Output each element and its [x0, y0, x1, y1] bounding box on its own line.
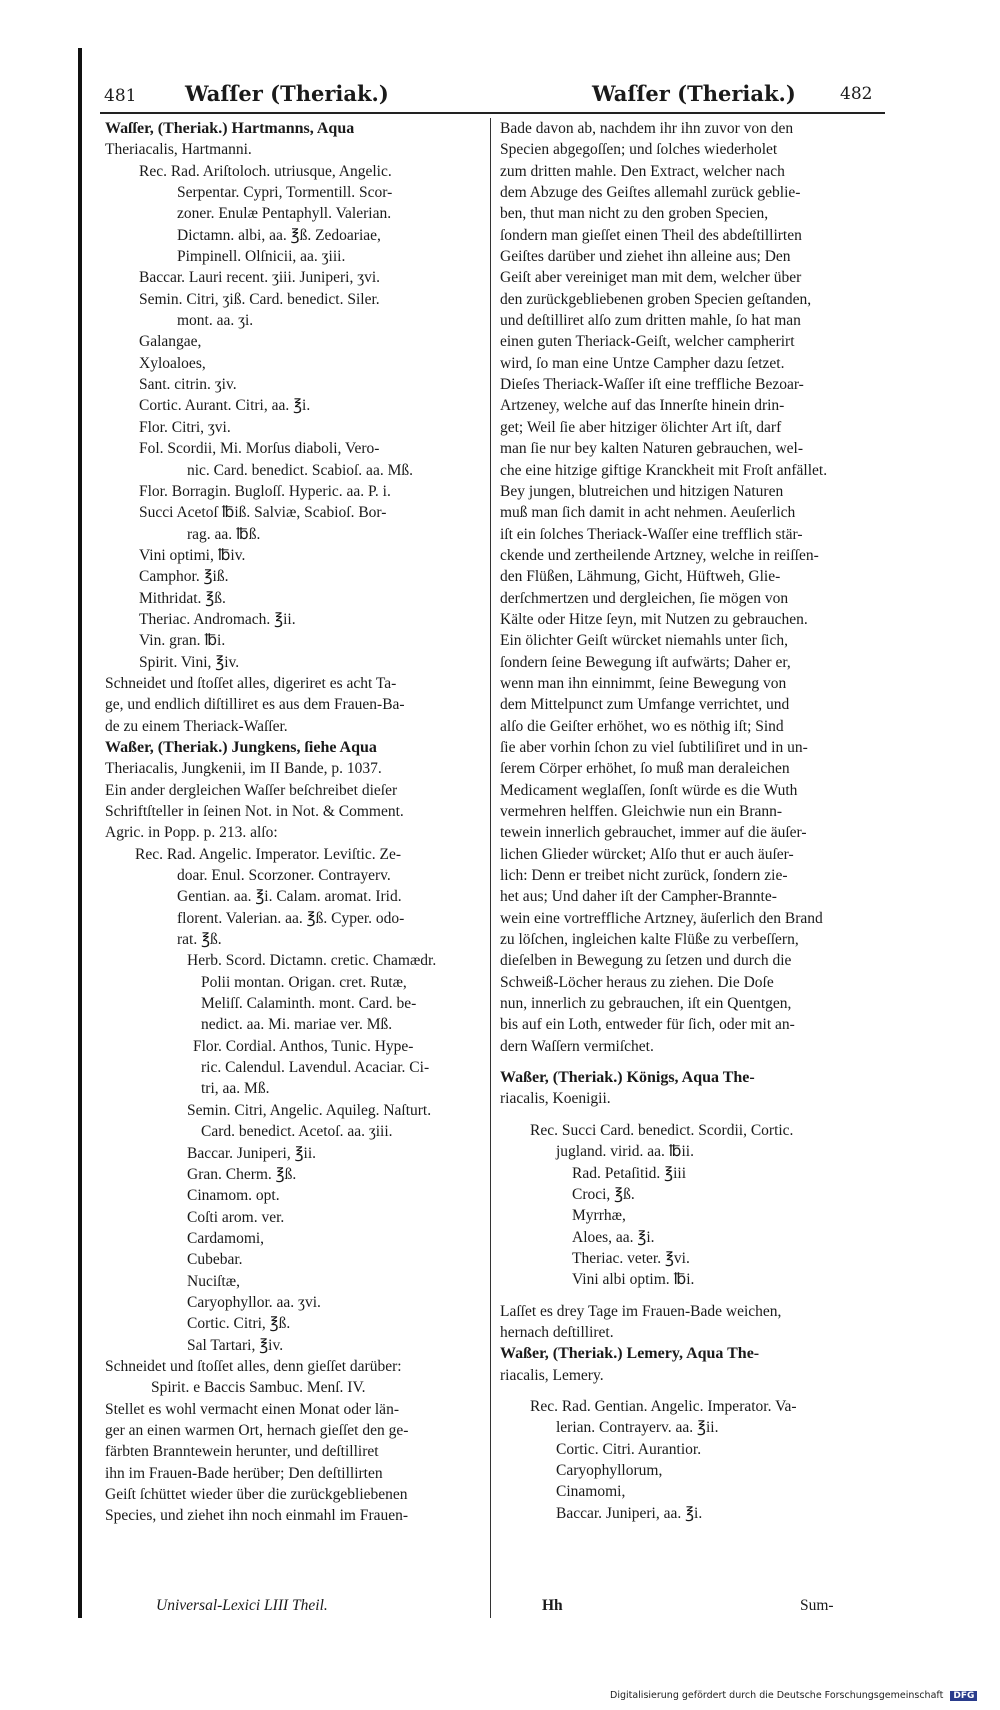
right-column-text-line: dem Abzuge des Geiſtes allemahl zurück geblie-	[500, 184, 801, 202]
left-column-text-line: Flor. Borragin. Bugloſſ. Hyperic. aa. P. i.	[139, 482, 391, 500]
right-column-text-line: zu löſchen, ingleichen kalte Flüße zu verbeſſern,	[500, 931, 799, 949]
left-column-text-line: Cubebar.	[187, 1251, 243, 1269]
right-column-text-line: ben, thut man nicht zu den groben Specien,	[500, 205, 769, 223]
running-header	[100, 78, 885, 112]
right-column-text-line: Rad. Petaſitid. ℥iii	[572, 1164, 687, 1182]
left-column-text-line: Schneidet und ſtoſſet alles, digeriret es acht Ta-	[105, 674, 397, 692]
right-column-text-line: Cinamomi,	[556, 1483, 626, 1501]
left-column-text-line: de zu einem Theriack-Waſſer.	[105, 717, 288, 735]
right-column-text-line: ſie aber vorhin ſchon zu viel ſubtiliſiret und in un-	[500, 738, 808, 756]
left-column-text-line: zoner. Enulæ Pentaphyll. Valerian.	[177, 205, 392, 223]
left-column-text-line: mont. aa. ʒi.	[177, 312, 254, 330]
left-column-text-line: Gentian. aa. ℥i. Calam. aromat. Irid.	[177, 888, 402, 906]
left-column-text-line: Gran. Cherm. ℥ß.	[187, 1165, 297, 1183]
left-column-text-line: Agric. in Popp. p. 213. alſo:	[105, 824, 278, 842]
left-column-text-line: Spirit. e Baccis Sambuc. Menſ. IV.	[151, 1379, 366, 1397]
right-column-text-line: iſt ein ſolches Theriack-Waſſer eine trefflich stär-	[500, 525, 803, 543]
left-column-text-line: Rec. Rad. Ariſtoloch. utriusque, Angelic.	[139, 162, 392, 180]
left-column-text-line: ger an einen warmen Ort, hernach gieſſet den ge-	[105, 1421, 409, 1439]
right-column-text-line: lichen Glieder würcket; Alſo thut er auch äuſer-	[500, 845, 794, 863]
left-column	[105, 118, 477, 1527]
right-column-text-line: Kälte oder Hitze ſeyn, mit Nutzen zu gebrauchen.	[500, 610, 808, 628]
right-column-text-line: zum dritten mahle. Den Extract, welcher nach	[500, 162, 785, 180]
left-column-text-line: rat. ℥ß.	[177, 931, 222, 949]
right-column-text-line: tewein innerlich gebrauchet, immer auf die äuſer-	[500, 824, 807, 842]
right-column-text-line: Artzeney, welche auf das Innerſte hinein drin-	[500, 397, 785, 415]
catchword: Sum-	[800, 1597, 834, 1614]
right-column-text-line: nun, innerlich zu gebrauchen, iſt ein Quentgen,	[500, 995, 792, 1013]
credit-text: Digitalisierung gefördert durch die Deutsche Forschungsgemeinschaft	[610, 1690, 944, 1701]
header-rule	[100, 112, 885, 114]
right-column-text-line: Caryophyllorum,	[556, 1461, 663, 1479]
right-column-text-line: wenn man ihn einnimmt, ſeine Bewegung von	[500, 674, 787, 692]
right-column-text-line: dem Mittelpunct zum Umfange verrichtet, und	[500, 696, 790, 714]
right-column-text-line: het aus; Und daher iſt der Campher-Brannte-	[500, 888, 777, 906]
right-column-text-line: Waßer, (Theriak.) Lemery, Aqua The-	[500, 1345, 760, 1363]
left-column-text-line: Semin. Citri, Angelic. Aquileg. Naſturt.	[187, 1101, 432, 1119]
left-column-text-line: Ein ander dergleichen Waſſer beſchreibet dieſer	[105, 781, 398, 799]
right-column-text-line: man ſie nur bey kalten Naturen gebrauchen, wel-	[500, 440, 803, 458]
right-column-text-line: Bade davon ab, nachdem ihr ihn zuvor von den	[500, 120, 794, 137]
left-column-text-line: Theriacalis, Jungkenii, im II Bande, p. 1037.	[105, 760, 382, 778]
right-column-text-line: Laſſet es drey Tage im Frauen-Bade weichen,	[500, 1302, 782, 1320]
right-column-text-line: wein eine vortreffliche Artzney, äuſerlich den Brand	[500, 909, 823, 927]
left-column-text-line: Camphor. ℥iß.	[139, 568, 229, 586]
right-column-text-line: und deſtilliret alſo zum dritten mahle, ſo hat man	[500, 312, 801, 330]
left-column-text-line: Succi Acetoſ ℔iß. Salviæ, Scabioſ. Bor-	[139, 504, 387, 522]
left-column-text-line: Galangae,	[139, 333, 202, 351]
left-column-text-line: Vin. gran. ℔i.	[139, 632, 226, 650]
page-number-right: 482	[840, 84, 873, 104]
signature-mark: Hh	[542, 1597, 563, 1614]
right-column-text-line: lerian. Contrayerv. aa. ℥ii.	[556, 1419, 719, 1437]
left-column-text-line: Sant. citrin. ʒiv.	[139, 376, 237, 394]
left-column-text-line: Stellet es wohl vermacht einen Monat oder län-	[105, 1400, 399, 1418]
left-column-text-line: Meliſſ. Calaminth. mont. Card. be-	[201, 995, 417, 1013]
right-column-text-line: Vini albi optim. ℔i.	[572, 1271, 695, 1289]
right-column-text-line: Aloes, aa. ℥i.	[572, 1228, 655, 1246]
right-column-text-line: ckende und zertheilende Artzney, welche in reiſſen-	[500, 546, 819, 564]
right-column-text-line: dern Waſſern vermiſchet.	[500, 1037, 654, 1055]
right-column-text-line: Schweiß-Löcher heraus zu ziehen. Die Doſe	[500, 973, 774, 991]
right-column-text-line: ſondern ſeine Bewegung iſt aufwärts; Daher er,	[500, 653, 791, 671]
right-column-text-line: derſchmertzen und dergleichen, ſie mögen von	[500, 589, 789, 607]
left-column-text-line: nic. Card. benedict. Scabioſ. aa. Mß.	[187, 461, 413, 479]
column-divider	[490, 118, 491, 1618]
right-column-text-line: Ein ölichter Geiſt würcket niemahls unter ſich,	[500, 632, 788, 650]
left-column-text-line: Species, und ziehet ihn noch einmahl im Frauen-	[105, 1507, 409, 1525]
right-column-text-line: wird, ſo man eine Untze Campher dazu ſetzet.	[500, 354, 785, 372]
right-column-text-line: Geiſt aber vereiniget man mit dem, welcher über	[500, 269, 802, 287]
left-column-text-line: Spirit. Vini, ℥iv.	[139, 653, 240, 671]
left-column-text-line: tri, aa. Mß.	[201, 1080, 270, 1098]
footer-volume-note: Universal-Lexici LIII Theil.	[156, 1597, 328, 1614]
right-column-text-line: hernach deſtilliret.	[500, 1323, 614, 1341]
dfg-logo: DFG	[950, 1691, 977, 1701]
spacer	[500, 1291, 886, 1301]
left-column-text-line: Baccar. Juniperi, ℥ii.	[187, 1144, 317, 1162]
left-column-text-line: florent. Valerian. aa. ℥ß. Cyper. odo-	[177, 909, 405, 927]
left-column-text-line: Cortic. Aurant. Citri, aa. ℥i.	[139, 397, 311, 415]
left-column-text-line: Herb. Scord. Dictamn. cretic. Chamædr.	[187, 952, 437, 970]
left-column-text-line: Schriftſteller in ſeinen Not. in Not. & Comment.	[105, 803, 404, 820]
running-title-right: Waſſer (Theriak.)	[592, 81, 796, 106]
right-column-text-line: Bey jungen, blutreichen und hitzigen Naturen	[500, 482, 784, 500]
right-column-text-line: alſo die Geiſter erhöhet, wo es nöthig iſt; Sind	[500, 717, 784, 735]
left-column-text-line: rag. aa. ℔ß.	[187, 525, 261, 543]
right-column-text-line: riacalis, Koenigii.	[500, 1090, 611, 1108]
right-column-text-line: Croci, ℥ß.	[572, 1185, 635, 1203]
right-column-text-line: den Flüßen, Lähmung, Gicht, Hüftweh, Glie-	[500, 568, 781, 586]
left-column-text-line: Nuciſtæ,	[187, 1272, 240, 1290]
left-column-text-line: Cortic. Citri, ℥ß.	[187, 1315, 291, 1333]
digitization-credit	[610, 1690, 977, 1701]
left-column-text-line: Coſti arom. ver.	[187, 1208, 285, 1226]
right-column-text-line: Baccar. Juniperi, aa. ℥i.	[556, 1504, 703, 1522]
page-spread	[100, 78, 885, 1618]
left-column-text-line: ihn im Frauen-Bade herüber; Den deſtillirten	[105, 1464, 383, 1482]
right-column-text-line: vermehren helffen. Gleichwie nun ein Brann-	[500, 803, 783, 820]
left-column-text-line: Flor. Citri, ʒvi.	[139, 418, 231, 436]
right-column-text-line: che eine hitzige giftige Kranckheit mit Froſt anfället.	[500, 461, 828, 479]
spacer	[500, 1057, 886, 1067]
right-column-text-line: dieſelben in Bewegung zu ſetzen und durch die	[500, 952, 792, 970]
left-column-text-line: Theriac. Andromach. ℥ii.	[139, 610, 296, 628]
right-column-text-line: Waßer, (Theriak.) Königs, Aqua The-	[500, 1069, 755, 1087]
spacer	[500, 1110, 886, 1120]
left-column-text-line: Sal Tartari, ℥iv.	[187, 1336, 284, 1354]
right-column-text-line: den zurückgebliebenen groben Specien geſtanden,	[500, 290, 812, 308]
right-column-text-line: Specien abgegoſſen; und ſolches wiederholet	[500, 141, 778, 159]
left-column-text-line: Dictamn. albi, aa. ℥ß. Zedoariae,	[177, 226, 381, 244]
page-number-left: 481	[104, 86, 137, 106]
right-column-text-line: lich: Denn er treibet nicht zurück, ſondern zie-	[500, 867, 788, 885]
right-column-text-line: Myrrhæ,	[572, 1207, 626, 1225]
left-column-text-line: färbten Branntewein herunter, und deſtilliret	[105, 1443, 379, 1461]
right-column-text-line: Cortic. Citri. Aurantior.	[556, 1440, 702, 1458]
left-column-text-line: Cinamom. opt.	[187, 1187, 280, 1205]
left-column-text-line: Waßer, (Theriak.) Jungkens, ſiehe Aqua	[105, 738, 377, 756]
left-column-text-line: Schneidet und ſtoſſet alles, denn gieſſet darüber:	[105, 1357, 402, 1375]
left-column-text-line: Flor. Cordial. Anthos, Tunic. Hype-	[193, 1037, 414, 1055]
left-column-text-line: Rec. Rad. Angelic. Imperator. Leviſtic. Ze-	[135, 845, 401, 863]
right-column-text-line: bis auf ein Loth, entweder für ſich, oder mit an-	[500, 1016, 795, 1034]
right-column-text-line: riacalis, Lemery.	[500, 1366, 604, 1384]
right-column-text-line: Medicament weglaſſen, ſonſt würde es die Wuth	[500, 781, 798, 799]
right-column-text-line: muß man ſich damit in acht nehmen. Aeuſerlich	[500, 504, 796, 522]
right-column-text-line: ſondern man gieſſet einen Theil des abdeſtillirten	[500, 226, 802, 244]
left-column-text-line: ge, und endlich diſtilliret es aus dem Frauen-Ba-	[105, 696, 405, 714]
left-column-text-line: Serpentar. Cypri, Tormentill. Scor-	[177, 184, 393, 202]
left-column-text-line: Card. benedict. Acetoſ. aa. ʒiii.	[201, 1123, 393, 1141]
running-title-left: Waſſer (Theriak.)	[185, 81, 389, 106]
left-column-text-line: Polii montan. Origan. cret. Rutæ,	[201, 973, 407, 991]
page-binding-edge	[78, 48, 82, 1618]
left-column-text-line: doar. Enul. Scorzoner. Contrayerv.	[177, 867, 391, 885]
spacer	[500, 1386, 886, 1396]
right-column-text-line: Rec. Rad. Gentian. Angelic. Imperator. Va-	[530, 1397, 797, 1415]
right-column-text-line: Dieſes Theriack-Waſſer iſt eine treffliche Bezoar-	[500, 376, 804, 394]
left-column-text-line: ric. Calendul. Lavendul. Acaciar. Ci-	[201, 1059, 430, 1077]
left-column-text-line: Pimpinell. Olſnicii, aa. ʒiii.	[177, 248, 346, 266]
left-column-text-line: nedict. aa. Mi. mariae ver. Mß.	[201, 1016, 393, 1034]
left-column-text-line: Caryophyllor. aa. ʒvi.	[187, 1293, 321, 1311]
right-column-text-line: einen guten Theriack-Geiſt, welcher campherirt	[500, 333, 795, 351]
left-column-text-line: Fol. Scordii, Mi. Morſus diaboli, Vero-	[139, 440, 380, 458]
right-column-text-line: Rec. Succi Card. benedict. Scordii, Cortic.	[530, 1121, 794, 1139]
left-column-text-line: Waſſer, (Theriak.) Hartmanns, Aqua	[105, 120, 355, 137]
left-column-text-line: Cardamomi,	[187, 1229, 265, 1247]
left-column-text-line: Xyloaloes,	[139, 354, 206, 372]
right-column-text-line: Theriac. veter. ℥vi.	[572, 1249, 690, 1267]
left-column-text-line: Geiſt ſchüttet wieder über die zurückgebliebenen	[105, 1486, 408, 1503]
page-footer	[100, 1597, 885, 1623]
right-column-text-line: jugland. virid. aa. ℔ii.	[556, 1143, 694, 1161]
left-column-text-line: Vini optimi, ℔iv.	[139, 546, 246, 564]
left-column-text-line: Mithridat. ℥ß.	[139, 589, 226, 607]
right-column-text-line: get; Weil ſie aber hitziger ölichter Art iſt, darf	[500, 418, 782, 436]
right-column	[500, 118, 886, 1524]
right-column-text-line: Geiſtes darüber und ziehet ihn alleine aus; Den	[500, 248, 791, 266]
left-column-text-line: Theriacalis, Hartmanni.	[105, 141, 252, 159]
right-column-text-line: ſerem Cörper erhöhet, ſo muß man deraleichen	[500, 760, 790, 778]
left-column-text-line: Baccar. Lauri recent. ʒiii. Juniperi, ʒvi.	[139, 269, 381, 287]
left-column-text-line: Semin. Citri, ʒiß. Card. benedict. Siler.	[139, 290, 380, 308]
